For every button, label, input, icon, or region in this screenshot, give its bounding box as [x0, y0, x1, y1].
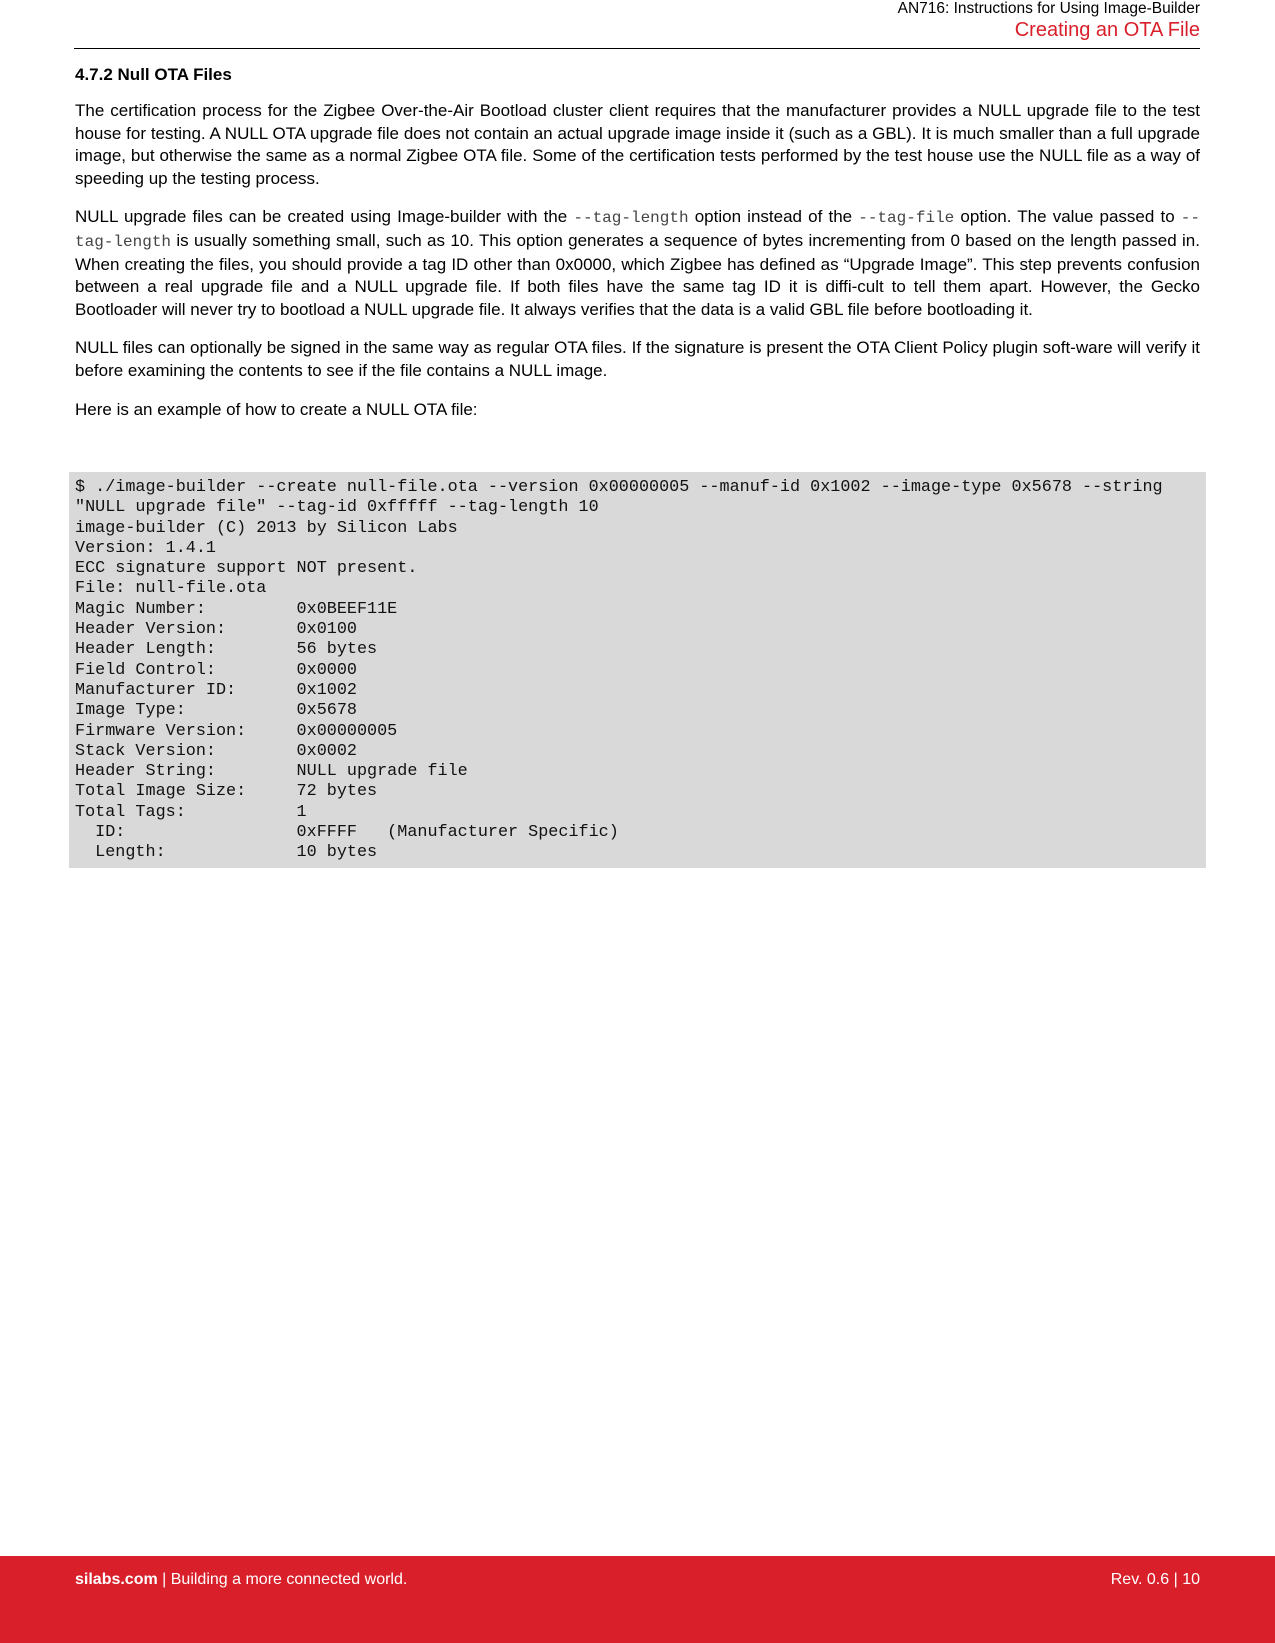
page-footer — [0, 1556, 1275, 1643]
paragraph-1: The certification process for the Zigbee Over-the-Air Bootload cluster client requires that the manufacturer provides a NULL upgrade file to the test house for testing. A NULL OTA upgrade file does not contain an actual upgrade image inside it (such as a GBL). It is much smaller than a full upgrade image, but otherwise the same as a normal Zigbee OTA file. Some of the certification tests performed by the test house use the NULL file as a way of speeding up the testing process. — [75, 101, 1200, 188]
section-title: Creating an OTA File — [1014, 19, 1200, 41]
footer-site-link[interactable]: silabs.com — [75, 1571, 158, 1588]
footer-revision-page: Rev. 0.6 | 10 — [1110, 1571, 1200, 1588]
inline-code: --tag-length — [573, 209, 689, 228]
code-block — [69, 472, 1206, 868]
paragraph-4: Here is an example of how to create a NULL OTA file: — [75, 399, 478, 419]
text: is usually something small, such as 10. This option generates a sequence of bytes incrementing from 0 based on the length passed in. When creating the files, you should provide a tag ID other than 0x0000, which Zigbee has defined as “Upgrade Image”. This step prevents confusion between a real upgrade file and a NULL upgrade file. If both files have the same tag ID it is diffi-cult to tell them apart. However, the Gecko Bootloader will never try to bootload a NULL upgrade file. It always verifies that the data is a valid GBL file before bootloading it. — [75, 230, 1200, 319]
text: NULL upgrade files can be created using Image-builder with the — [75, 207, 574, 227]
document-title: AN716: Instructions for Using Image-Builder — [897, 0, 1200, 17]
paragraph-2 — [75, 206, 1200, 321]
section-heading: 4.7.2 Null OTA Files — [75, 65, 232, 84]
inline-code: --tag-file — [858, 209, 955, 228]
page-header — [898, 0, 1200, 42]
paragraph-3: NULL files can optionally be signed in the same way as regular OTA files. If the signature is present the OTA Client Policy plugin soft-ware will verify it before examining the contents to see if the file contains a NULL image. — [75, 338, 1200, 380]
text: option instead of the — [688, 207, 859, 227]
main-content — [75, 64, 1200, 437]
inline-code: --tag-length — [75, 209, 1200, 251]
text: option. The value passed to — [954, 207, 1181, 227]
footer-tagline: | Building a more connected world. — [157, 1571, 408, 1588]
code-text: $ ./image-builder --create null-file.ota --version 0x00000005 --manuf-id 0x1002 --image-type 0x5678 --string "NULL upgrade file" --tag-id 0xfffff --tag-length 10 image-builder (C) 2013 by Silicon Labs Version: 1.4.1 ECC signature support NOT present. File: null-file.ota Magic Number: 0x0BEEF11E Header Version: 0x0100 Header Length: 56 bytes Field Control: 0x0000 Manufacturer ID: 0x1002 Image Type: 0x5678 Firmware Version: 0x00000005 Stack Version: 0x0002 Header String: NULL upgrade file Total Image Size: 72 bytes Total Tags: 1 ID: 0xFFFF (Manufacturer Specific) Length: 10 bytes — [75, 478, 1163, 863]
header-divider — [74, 48, 1200, 49]
